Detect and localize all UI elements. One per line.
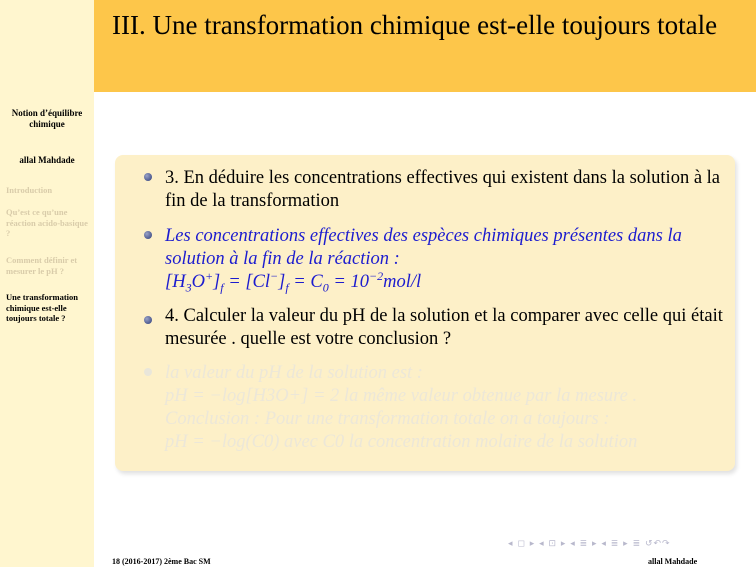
answer-4 bbox=[165, 362, 725, 454]
sidebar-title[interactable]: Notion d’équilibre chimique bbox=[11, 108, 83, 129]
sidebar-item-transformation-totale[interactable]: Une transformation chimique est-elle toujours totale ? bbox=[6, 292, 79, 323]
content-block bbox=[115, 155, 735, 471]
bullet-icon bbox=[144, 173, 152, 181]
page-title: III. Une transformation chimique est-elle toujours totale bbox=[112, 10, 718, 40]
question-3: 3. En déduire les concentrations effectives qui existent dans la solution à la fin de la transformation bbox=[165, 168, 721, 211]
sidebar-item-acido-basique[interactable]: Qu’est ce qu’une réaction acido-basique ? bbox=[6, 207, 88, 238]
footer-left: 18 (2016-2017) 2ème Bac SM bbox=[112, 557, 211, 566]
bullet-icon bbox=[144, 368, 152, 376]
sidebar-author[interactable]: allal Mahdade bbox=[19, 155, 75, 165]
answer-3-text: Les concentrations effectives des espèces chimiques présentes dans la solution à la fin de la réaction : bbox=[165, 226, 682, 269]
bullet-icon bbox=[144, 231, 152, 239]
question-4: 4. Calculer la valeur du pH de la solution et la comparer avec celle qui était mesurée . quelle est votre conclusion ? bbox=[165, 306, 723, 349]
answer-4-line-1: la valeur du pH de la solution est : bbox=[165, 363, 423, 383]
bullet-icon bbox=[144, 316, 152, 324]
answer-4-line-3: Conclusion : Pour une transformation totale on a toujours : bbox=[165, 409, 610, 429]
answer-3-formula: $[H_3O^+]_f = [Cl^-]_f = C_0 = 10^{-2}mol/l$ bbox=[165, 268, 422, 295]
answer-3 bbox=[165, 225, 725, 294]
sidebar-item-ph[interactable]: Comment définir et mesurer le pH ? bbox=[6, 255, 78, 276]
sidebar bbox=[0, 0, 94, 567]
slide-header bbox=[94, 0, 756, 92]
answer-4-line-2: pH = −log[H3O+] = 2 la même valeur obtenue par la mesure . bbox=[165, 386, 638, 406]
answer-4-line-4: pH = −log(C0) avec C0 la concentration molaire de la solution bbox=[165, 432, 638, 452]
sidebar-item-introduction[interactable]: Introduction bbox=[6, 185, 53, 195]
beamer-navigation-icons[interactable]: ◂ ◻ ▸ ◂ ⊡ ▸ ◂ ≣ ▸ ◂ ≣ ▸ ≣ ↺↶↷ bbox=[508, 539, 671, 549]
footer-right: allal Mahdade bbox=[648, 557, 698, 566]
